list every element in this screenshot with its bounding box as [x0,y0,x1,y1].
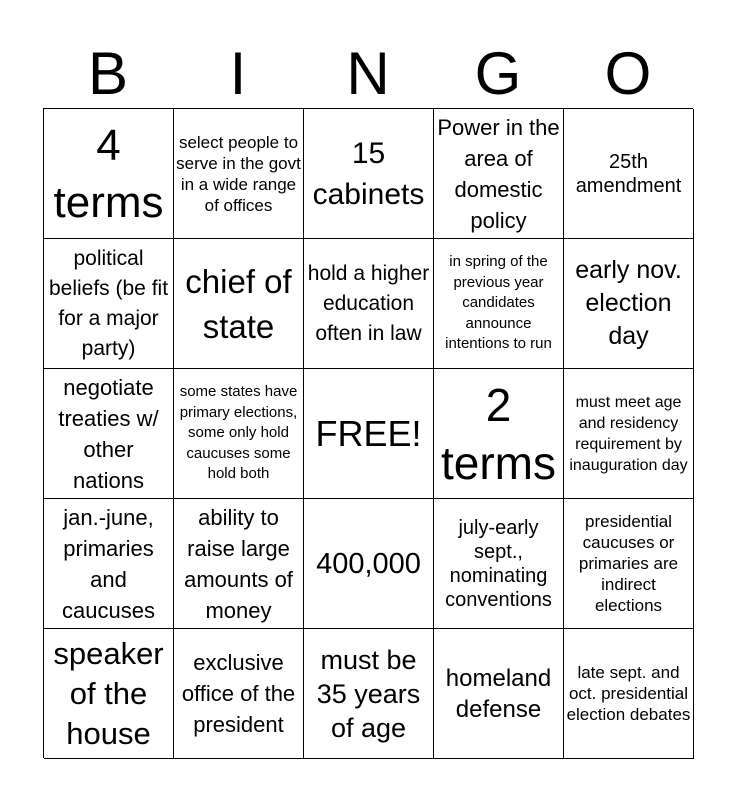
bingo-cell[interactable] [304,499,434,629]
cell-text: 15 cabinets [312,136,425,211]
cell-text: chief of state [185,262,292,345]
bingo-cell[interactable] [304,239,434,369]
bingo-cell free-space[interactable] [304,369,434,499]
bingo-cell[interactable] [434,109,564,239]
cell-text: speaker of the house [53,635,164,751]
bingo-cell[interactable] [564,369,694,499]
bingo-cell[interactable] [564,499,694,629]
bingo-cell[interactable] [434,239,564,369]
cell-text: in spring of the previous year candidates announce intentions to run [445,253,552,353]
cell-text: 2 terms [441,378,556,489]
bingo-cell[interactable] [174,109,304,239]
header-letter-n: N [346,40,390,107]
bingo-cell[interactable] [304,629,434,759]
bingo-cell[interactable] [44,109,174,239]
cell-text: july-early sept., nominating conventions [445,516,552,611]
bingo-cell[interactable] [564,629,694,759]
cell-text: jan.-june, primaries and caucuses [62,504,155,623]
cell-text: select people to serve in the govt in a wide range of offices [176,132,301,215]
bingo-cell[interactable] [434,369,564,499]
header-letter-b: B [87,40,129,107]
bingo-cell[interactable] [564,239,694,369]
bingo-cell[interactable] [44,369,174,499]
bingo-cell[interactable] [44,239,174,369]
bingo-cell[interactable] [434,499,564,629]
cell-text: negotiate treaties w/ other nations [58,374,159,493]
header-letter-o: O [604,40,652,107]
cell-text: hold a higher education often in law [307,261,430,345]
bingo-cell[interactable] [304,109,434,239]
cell-text: 400,000 [316,547,421,580]
bingo-cell[interactable] [174,499,304,629]
bingo-cell[interactable] [174,369,304,499]
header-letter-i: I [229,40,247,107]
cell-text: must meet age and residency requirement by inauguration day [569,393,688,474]
free-space-text: FREE! [315,412,422,454]
header-letter-g: G [474,40,522,107]
cell-text: early nov. election day [575,256,682,350]
bingo-header [43,40,693,108]
bingo-cell[interactable] [44,499,174,629]
cell-text: 25th amendment [575,150,682,197]
cell-text: must be 35 years of age [316,644,421,743]
cell-text: late sept. and oct. presidential election debates [566,663,691,724]
cell-text: exclusive office of the president [181,650,296,737]
cell-text: 4 terms [53,120,164,227]
cell-text: ability to raise large amounts of money [184,504,293,623]
bingo-cell[interactable] [174,629,304,759]
cell-text: Power in the area of domestic policy [437,114,560,233]
cell-text: homeland defense [445,664,552,723]
bingo-cell[interactable] [44,629,174,759]
bingo-cell[interactable] [434,629,564,759]
bingo-cell[interactable] [174,239,304,369]
cell-text: political beliefs (be fit for a major party) [48,246,169,360]
cell-text: some states have primary elections, some only hold caucuses some hold both [179,383,298,483]
bingo-card-grid [43,108,693,758]
cell-text: presidential caucuses or primaries are indirect elections [578,512,679,615]
bingo-cell[interactable] [564,109,694,239]
